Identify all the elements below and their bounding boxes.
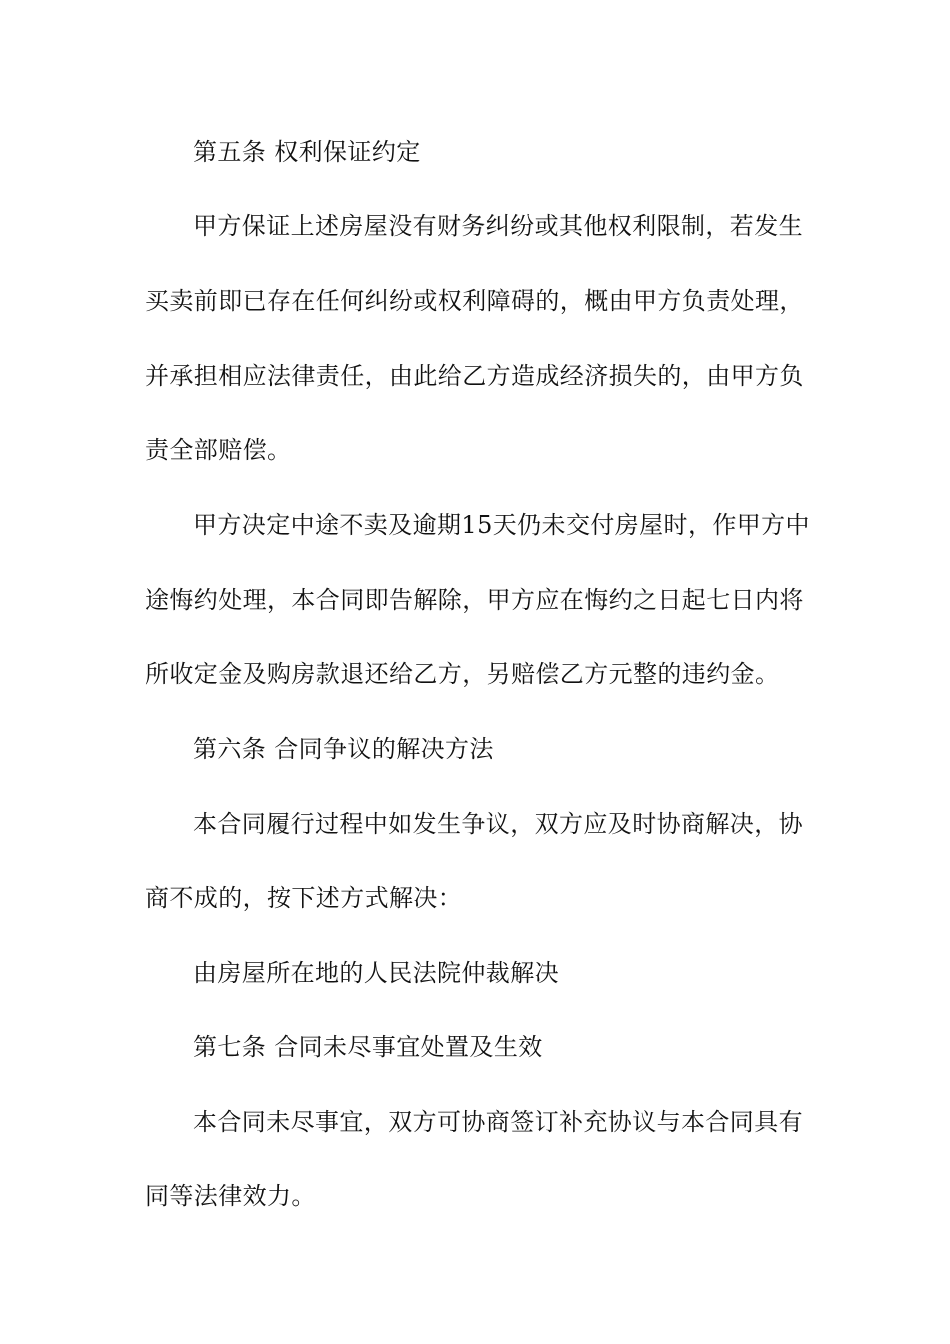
article-5-para-1-line-3: 并承担相应法律责任，由此给乙方造成经济损失的，由甲方负 [145, 362, 804, 390]
article-5-para-2-line-1: 甲方决定中途不卖及逾期15天仍未交付房屋时，作甲方中 [193, 511, 810, 539]
article-5-para-1-line-2: 买卖前即已存在任何纠纷或权利障碍的，概由甲方负责处理， [145, 287, 804, 315]
article-5-para-2-line-2: 途悔约处理，本合同即告解除，甲方应在悔约之日起七日内将 [145, 586, 804, 614]
article-5-para-2-line-3: 所收定金及购房款退还给乙方，另赔偿乙方元整的违约金。 [145, 660, 780, 688]
article-5-heading: 第五条 权利保证约定 [193, 138, 421, 166]
article-6-para-1-line-2: 商不成的，按下述方式解决： [145, 884, 463, 912]
article-6-para-1-line-1: 本合同履行过程中如发生争议，双方应及时协商解决，协 [193, 810, 803, 838]
article-5-para-1-line-1: 甲方保证上述房屋没有财务纠纷或其他权利限制，若发生 [193, 212, 803, 240]
article-7-heading: 第七条 合同未尽事宜处置及生效 [193, 1033, 543, 1061]
article-5-para-1-line-4: 责全部赔偿。 [145, 436, 292, 464]
article-6-heading: 第六条 合同争议的解决方法 [193, 735, 494, 763]
article-7-para-1-line-2: 同等法律效力。 [145, 1182, 316, 1210]
article-6-para-2-line-1: 由房屋所在地的人民法院仲裁解决 [193, 959, 559, 987]
article-7-para-1-line-1: 本合同未尽事宜，双方可协商签订补充协议与本合同具有 [193, 1108, 803, 1136]
